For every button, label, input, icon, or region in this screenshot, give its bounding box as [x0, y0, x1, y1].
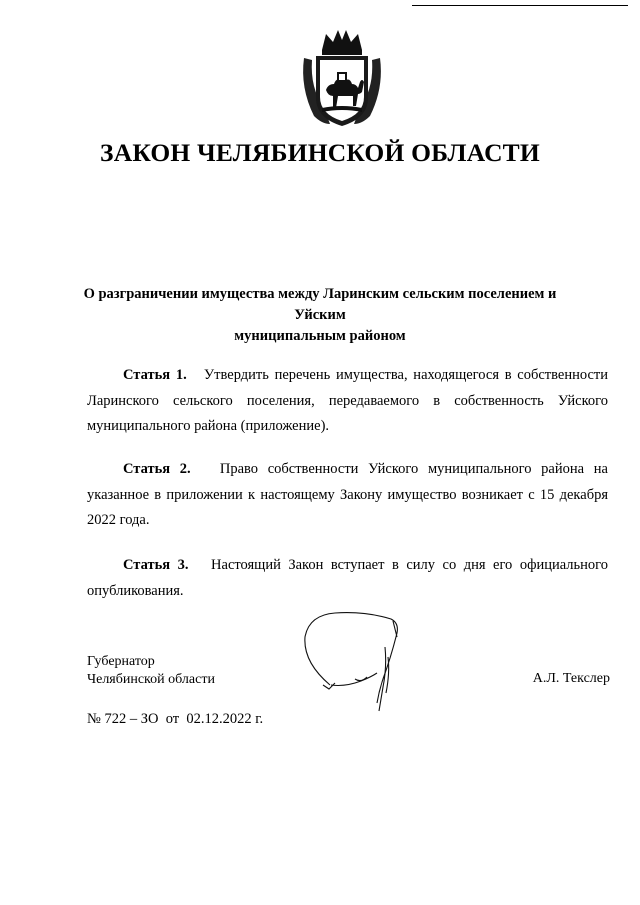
- article-1-line-2: Ларинского сельского поселения, передаваемого в собственность Уйского: [87, 392, 608, 409]
- article-3-label: Статья 3.: [123, 557, 189, 573]
- article-1-label: Статья 1.: [123, 367, 187, 383]
- article-2-text-1: Право собственности Уйского муниципального района на: [219, 461, 608, 477]
- governor-title: [87, 653, 215, 689]
- article-3-line-1: [87, 553, 608, 579]
- chelyabinsk-coat-of-arms-icon: [300, 28, 384, 128]
- article-2-label: Статья 2.: [123, 461, 191, 477]
- top-rule: [412, 5, 628, 6]
- article-1: [87, 363, 608, 440]
- governor-signature: [295, 607, 410, 717]
- article-3-text-1: Настоящий Закон вступает в силу со дня его официального: [211, 557, 609, 573]
- article-1-line-3: муниципального района (приложение).: [87, 418, 330, 434]
- article-1-line-1: [87, 363, 608, 389]
- article-2-line-1: [87, 457, 608, 483]
- article-1-text-1: Утвердить перечень имущества, находящегося в собственности: [203, 367, 608, 383]
- law-subtitle: [60, 284, 580, 347]
- governor-title-line-2: Челябинской области: [87, 672, 215, 687]
- article-3-line-2: опубликования.: [87, 582, 184, 599]
- article-2: [87, 457, 608, 534]
- law-number-line: [87, 710, 263, 728]
- law-title: ЗАКОН ЧЕЛЯБИНСКОЙ ОБЛАСТИ: [100, 138, 540, 167]
- law-number: № 722 – ЗО: [87, 711, 159, 727]
- subtitle-line-2: муниципальным районом: [234, 328, 406, 344]
- article-2-line-2: указанное в приложении к настоящему Закону имущество возникает с 15 декабря: [87, 486, 608, 503]
- governor-title-line-1: Губернатор: [87, 654, 155, 669]
- governor-name: А.Л. Текслер: [532, 671, 610, 686]
- article-2-line-3: 2022 года.: [87, 512, 150, 528]
- subtitle-line-1: О разграничении имущества между Ларинским сельским поселением и Уйским: [83, 286, 557, 323]
- law-number-from: от: [165, 711, 180, 727]
- law-date: 02.12.2022 г.: [186, 711, 264, 727]
- article-3: [87, 553, 608, 604]
